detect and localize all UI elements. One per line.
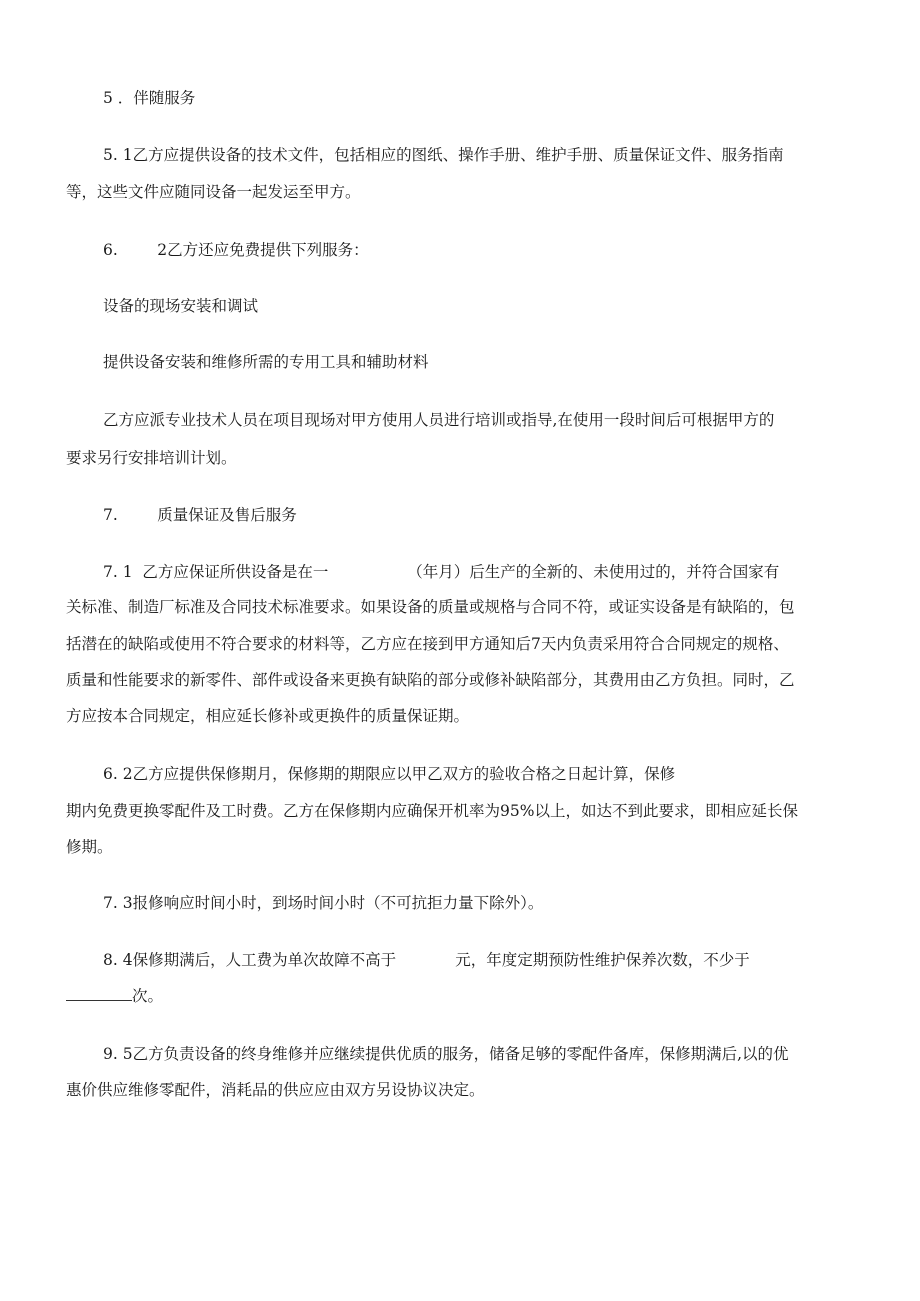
- paragraph-7-1-line-2: 关标准、制造厂标准及合同技术标准要求。如果设备的质量或规格与合同不符，或证实设备是有缺陷的，包: [66, 598, 795, 616]
- section-7-heading: 7. 质量保证及售后服务: [103, 506, 297, 524]
- paragraph-5-1-line-1: 5. 1乙方应提供设备的技术文件，包括相应的图纸、操作手册、维护手册、质量保证文件、服务指南: [103, 146, 784, 164]
- paragraph-7-5-line-2: 惠价供应维修零配件，消耗品的供应应由双方另设协议决定。: [66, 1081, 485, 1099]
- paragraph-7-1-line-1: 7. 1 乙方应保证所供设备是在一 （年月）后生产的全新的、未使用过的，并符合国家有: [103, 563, 780, 581]
- paragraph-7-4-line-1: 8. 4保修期满后，人工费为单次故障不高于 元，年度定期预防性维护保养次数，不少于: [103, 951, 750, 969]
- service-item-installation: 设备的现场安装和调试: [103, 297, 259, 315]
- paragraph-7-3: 7. 3报修响应时间小时，到场时间小时（不可抗拒力量下除外）。: [103, 894, 544, 912]
- paragraph-7-1-line-4: 质量和性能要求的新零件、部件或设备来更换有缺陷的部分或修补缺陷部分，其费用由乙方负担。同时，乙: [66, 671, 795, 689]
- paragraph-7-2-line-3: 修期。: [66, 838, 113, 856]
- service-item-tools: 提供设备安装和维修所需的专用工具和辅助材料: [103, 353, 429, 371]
- paragraph-7-4-line-2: [66, 986, 163, 1006]
- paragraph-7-2-line-1: 6. 2乙方应提供保修期月，保修期的期限应以甲乙双方的验收合格之日起计算，保修: [103, 765, 676, 783]
- paragraph-training-line-2: 要求另行安排培训计划。: [66, 449, 237, 467]
- paragraph-7-1-line-3: 括潜在的缺陷或使用不符合要求的材料等，乙方应在接到甲方通知后7天内负责采用符合合同规定的规格、: [66, 635, 789, 653]
- paragraph-5-1-line-2: 等，这些文件应随同设备一起发运至甲方。: [66, 183, 361, 201]
- section-5-heading: 5 ．伴随服务: [103, 89, 196, 107]
- paragraph-5-2: 6. 2乙方还应免费提供下列服务：: [103, 241, 369, 259]
- paragraph-training-line-1: 乙方应派专业技术人员在项目现场对甲方使用人员进行培训或指导,在使用一段时间后可根据甲方的: [103, 411, 775, 429]
- fill-in-blank: [66, 986, 132, 1001]
- paragraph-7-2-line-2: 期内免费更换零配件及工时费。乙方在保修期内应确保开机率为95%以上，如达不到此要求，即相应延长保: [66, 802, 798, 820]
- paragraph-7-5-line-1: 9. 5乙方负责设备的终身维修并应继续提供优质的服务，储备足够的零配件备库，保修期满后,以的优: [103, 1045, 789, 1063]
- paragraph-7-4-suffix: 次。: [132, 987, 164, 1005]
- paragraph-7-1-line-5: 方应按本合同规定，相应延长修补或更换件的质量保证期。: [66, 707, 470, 725]
